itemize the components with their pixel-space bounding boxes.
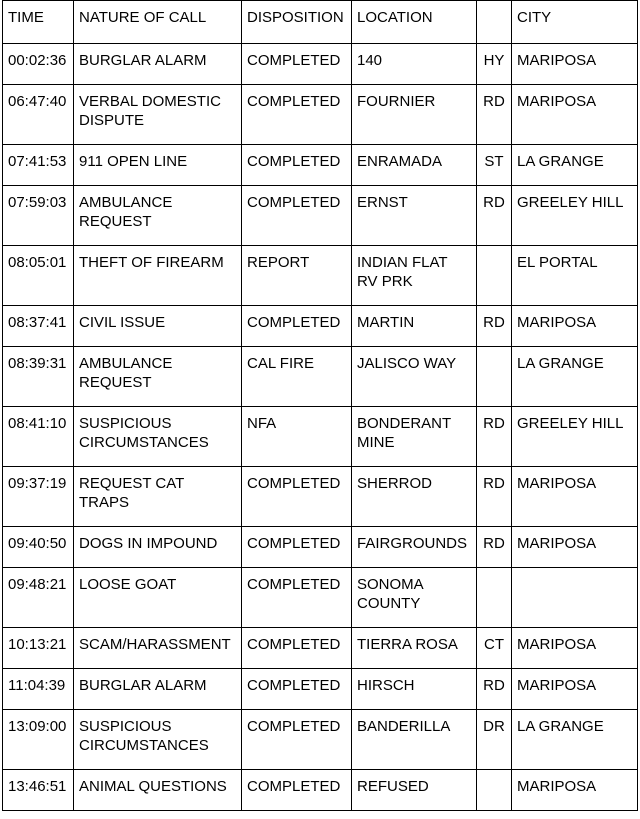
table-row — [3, 628, 638, 669]
cell-suffix: RD — [477, 85, 512, 145]
cell-city: GREELEY HILL — [512, 407, 638, 467]
cell-time: 08:39:31 — [3, 347, 74, 407]
table-row — [3, 306, 638, 347]
cell-suffix — [477, 568, 512, 628]
call-log-table — [2, 0, 638, 811]
cell-city: LA GRANGE — [512, 347, 638, 407]
cell-suffix — [477, 347, 512, 407]
cell-city: GREELEY HILL — [512, 186, 638, 246]
cell-nature: ANIMAL QUESTIONS — [74, 770, 242, 811]
cell-nature: VERBAL DOMESTIC DISPUTE — [74, 85, 242, 145]
cell-disposition: COMPLETED — [242, 306, 352, 347]
cell-city: LA GRANGE — [512, 710, 638, 770]
table-row — [3, 568, 638, 628]
header-location: LOCATION — [352, 1, 477, 44]
cell-location: BONDERANT MINE — [352, 407, 477, 467]
header-nature-of-call: NATURE OF CALL — [74, 1, 242, 44]
cell-disposition: COMPLETED — [242, 467, 352, 527]
cell-time: 13:09:00 — [3, 710, 74, 770]
cell-suffix: RD — [477, 186, 512, 246]
cell-disposition: COMPLETED — [242, 44, 352, 85]
cell-suffix — [477, 246, 512, 306]
cell-nature: THEFT OF FIREARM — [74, 246, 242, 306]
cell-location: INDIAN FLAT RV PRK — [352, 246, 477, 306]
cell-time: 06:47:40 — [3, 85, 74, 145]
cell-location: ERNST — [352, 186, 477, 246]
cell-suffix: RD — [477, 467, 512, 527]
cell-disposition: COMPLETED — [242, 568, 352, 628]
cell-disposition: NFA — [242, 407, 352, 467]
cell-time: 07:59:03 — [3, 186, 74, 246]
cell-nature: CIVIL ISSUE — [74, 306, 242, 347]
table-row — [3, 770, 638, 811]
cell-city: MARIPOSA — [512, 669, 638, 710]
cell-city: MARIPOSA — [512, 770, 638, 811]
cell-time: 09:37:19 — [3, 467, 74, 527]
table-row — [3, 467, 638, 527]
cell-time: 13:46:51 — [3, 770, 74, 811]
cell-suffix: HY — [477, 44, 512, 85]
cell-time: 08:05:01 — [3, 246, 74, 306]
table-row — [3, 669, 638, 710]
cell-location: SHERROD — [352, 467, 477, 527]
table-row — [3, 246, 638, 306]
cell-suffix: RD — [477, 407, 512, 467]
cell-nature: BURGLAR ALARM — [74, 669, 242, 710]
cell-location: ENRAMADA — [352, 145, 477, 186]
cell-location: JALISCO WAY — [352, 347, 477, 407]
cell-nature: AMBULANCE REQUEST — [74, 347, 242, 407]
header-row — [3, 1, 638, 44]
table-row — [3, 85, 638, 145]
cell-disposition: COMPLETED — [242, 770, 352, 811]
cell-city: MARIPOSA — [512, 527, 638, 568]
cell-suffix: RD — [477, 669, 512, 710]
cell-location: 140 — [352, 44, 477, 85]
table-row — [3, 407, 638, 467]
cell-city: EL PORTAL — [512, 246, 638, 306]
cell-city — [512, 568, 638, 628]
cell-nature: REQUEST CAT TRAPS — [74, 467, 242, 527]
table-row — [3, 145, 638, 186]
cell-location: BANDERILLA — [352, 710, 477, 770]
cell-nature: AMBULANCE REQUEST — [74, 186, 242, 246]
cell-time: 00:02:36 — [3, 44, 74, 85]
cell-nature: BURGLAR ALARM — [74, 44, 242, 85]
cell-city: MARIPOSA — [512, 306, 638, 347]
cell-time: 10:13:21 — [3, 628, 74, 669]
table-row — [3, 710, 638, 770]
cell-suffix: ST — [477, 145, 512, 186]
cell-suffix: DR — [477, 710, 512, 770]
cell-location: FOURNIER — [352, 85, 477, 145]
cell-city: LA GRANGE — [512, 145, 638, 186]
cell-time: 09:48:21 — [3, 568, 74, 628]
cell-nature: SUSPICIOUS CIRCUMSTANCES — [74, 710, 242, 770]
cell-location: FAIRGROUNDS — [352, 527, 477, 568]
cell-location: HIRSCH — [352, 669, 477, 710]
cell-disposition: COMPLETED — [242, 527, 352, 568]
cell-city: MARIPOSA — [512, 467, 638, 527]
cell-city: MARIPOSA — [512, 44, 638, 85]
cell-disposition: COMPLETED — [242, 85, 352, 145]
cell-suffix: RD — [477, 306, 512, 347]
cell-location: SONOMA COUNTY — [352, 568, 477, 628]
header-disposition: DISPOSITION — [242, 1, 352, 44]
cell-disposition: REPORT — [242, 246, 352, 306]
cell-nature: 911 OPEN LINE — [74, 145, 242, 186]
table-row — [3, 347, 638, 407]
header-time: TIME — [3, 1, 74, 44]
cell-nature: SUSPICIOUS CIRCUMSTANCES — [74, 407, 242, 467]
cell-disposition: COMPLETED — [242, 669, 352, 710]
cell-disposition: COMPLETED — [242, 186, 352, 246]
table-row — [3, 527, 638, 568]
cell-disposition: COMPLETED — [242, 145, 352, 186]
cell-suffix — [477, 770, 512, 811]
cell-city: MARIPOSA — [512, 85, 638, 145]
cell-time: 09:40:50 — [3, 527, 74, 568]
cell-time: 08:37:41 — [3, 306, 74, 347]
cell-city: MARIPOSA — [512, 628, 638, 669]
cell-location: MARTIN — [352, 306, 477, 347]
table-row — [3, 186, 638, 246]
cell-suffix: CT — [477, 628, 512, 669]
table-row — [3, 44, 638, 85]
cell-nature: DOGS IN IMPOUND — [74, 527, 242, 568]
cell-suffix: RD — [477, 527, 512, 568]
cell-nature: LOOSE GOAT — [74, 568, 242, 628]
cell-time: 11:04:39 — [3, 669, 74, 710]
header-city: CITY — [512, 1, 638, 44]
header-street-suffix — [477, 1, 512, 44]
cell-disposition: COMPLETED — [242, 628, 352, 669]
cell-time: 08:41:10 — [3, 407, 74, 467]
cell-disposition: COMPLETED — [242, 710, 352, 770]
cell-nature: SCAM/HARASSMENT — [74, 628, 242, 669]
cell-location: REFUSED — [352, 770, 477, 811]
cell-time: 07:41:53 — [3, 145, 74, 186]
cell-location: TIERRA ROSA — [352, 628, 477, 669]
cell-disposition: CAL FIRE — [242, 347, 352, 407]
